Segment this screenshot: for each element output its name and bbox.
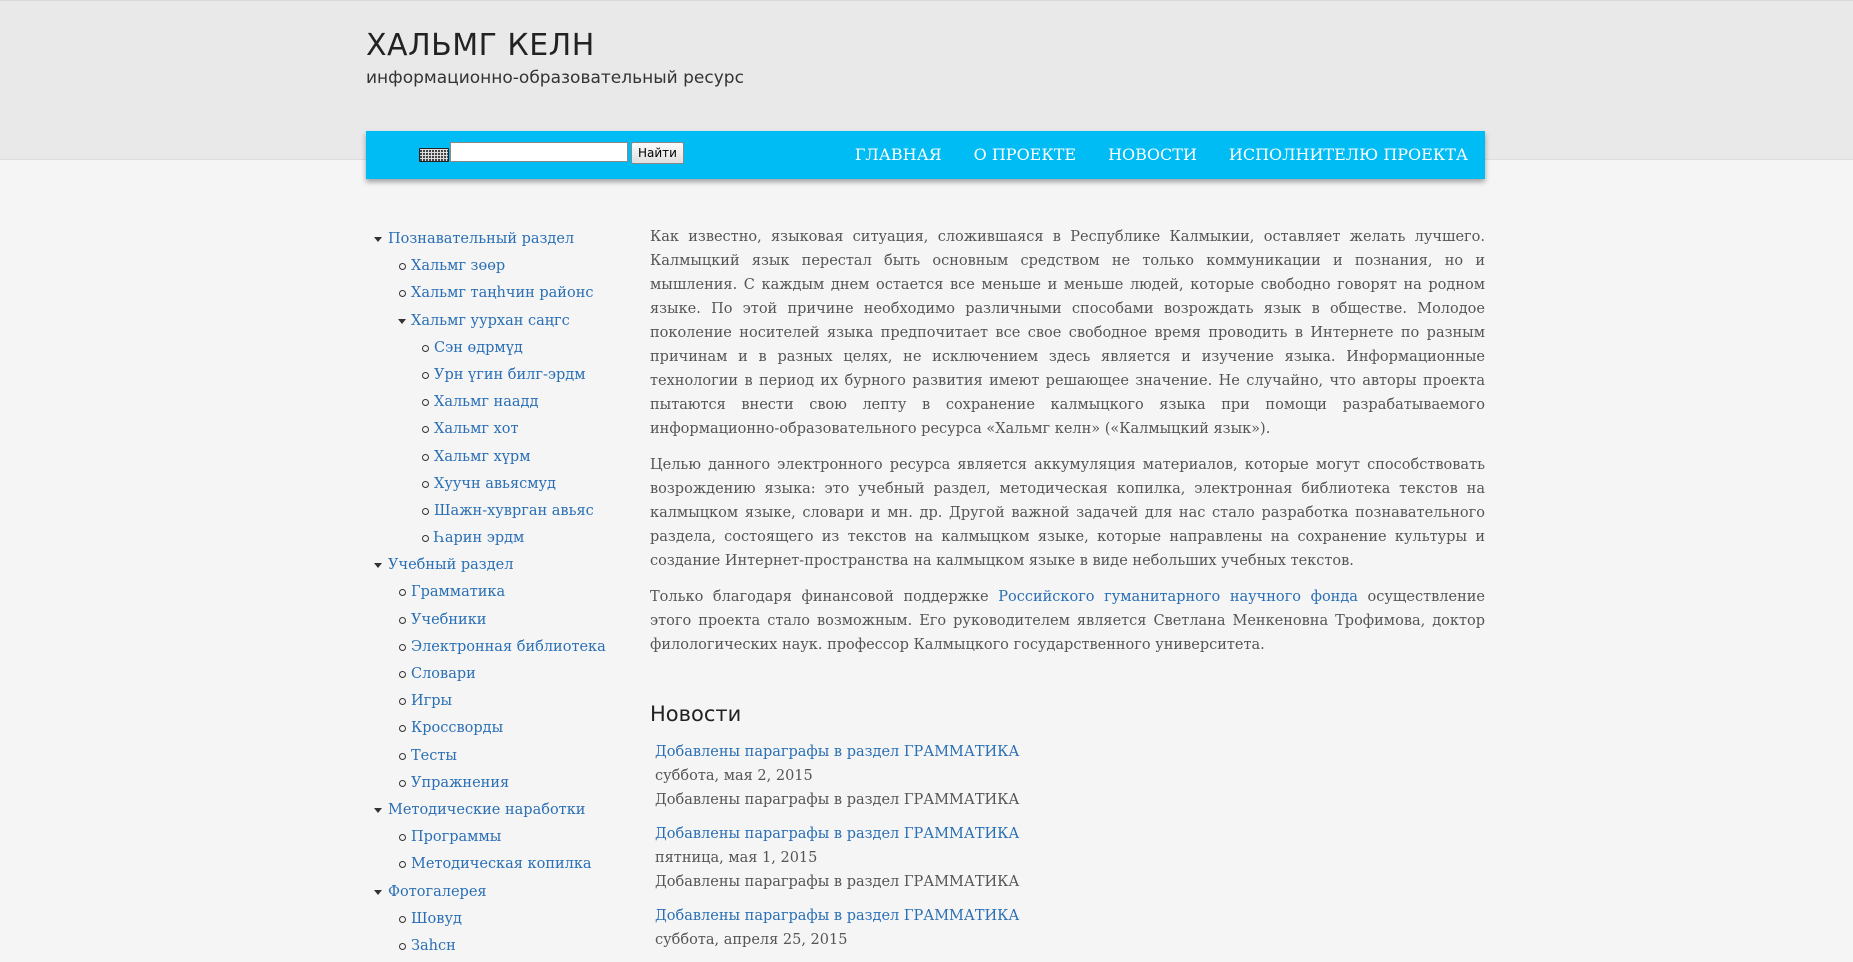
sidebar-item[interactable]	[366, 879, 596, 906]
sidebar-item[interactable]	[366, 661, 596, 688]
nav-item-about[interactable]: О ПРОЕКТЕ	[973, 145, 1077, 164]
sidebar-item[interactable]	[366, 498, 596, 525]
bullet-icon	[422, 372, 429, 379]
expand-triangle-icon[interactable]	[374, 890, 382, 895]
news-item-date: суббота, апреля 25, 2015	[655, 932, 848, 948]
sidebar-item-link[interactable]: Словари	[411, 666, 476, 682]
site-title[interactable]: ХАЛЬМГ КЕЛН	[366, 28, 595, 63]
bullet-icon	[422, 454, 429, 461]
nav-item-contributors[interactable]: ИСПОЛНИТЕЛЮ ПРОЕКТА	[1228, 145, 1468, 164]
sidebar-item[interactable]	[366, 579, 596, 606]
news-list	[655, 740, 1255, 962]
sidebar-item-link[interactable]: Грамматика	[411, 584, 506, 601]
news-item-title[interactable]: Добавлены параграфы в раздел ГРАММАТИКА	[655, 826, 1020, 842]
sidebar-item-link[interactable]: Учебники	[411, 611, 487, 628]
sidebar-item-link[interactable]: Программы	[411, 829, 502, 846]
sidebar-item[interactable]	[366, 933, 596, 960]
news-item	[655, 822, 1255, 894]
sidebar-item-link[interactable]: Һарин эрдм	[434, 530, 525, 547]
bullet-icon	[399, 753, 406, 760]
sidebar-item[interactable]	[366, 552, 596, 579]
keyboard-icon[interactable]	[419, 148, 449, 162]
bullet-icon	[399, 290, 406, 297]
news-item-title[interactable]: Добавлены параграфы в раздел ГРАММАТИКА	[655, 908, 1020, 924]
news-item-date: пятница, мая 1, 2015	[655, 850, 818, 866]
news-item	[655, 904, 1255, 952]
sidebar-item-link[interactable]: Познавательный раздел	[388, 231, 575, 247]
news-item	[655, 740, 1255, 812]
sidebar-item[interactable]	[366, 906, 596, 933]
news-item-summary: Добавлены параграфы в раздел ГРАММАТИКА	[655, 792, 1020, 808]
bullet-icon	[399, 725, 406, 732]
sidebar-item[interactable]	[366, 824, 596, 851]
bullet-icon	[399, 698, 406, 705]
sidebar-item[interactable]	[366, 607, 596, 634]
bullet-icon	[399, 644, 406, 651]
expand-triangle-icon[interactable]	[374, 563, 382, 568]
bullet-icon	[399, 671, 406, 678]
sidebar-item-link[interactable]: Хальмг зөөр	[411, 258, 506, 275]
search-input[interactable]	[450, 142, 628, 162]
sidebar-item-link[interactable]: Хальмг наадд	[434, 394, 539, 411]
bullet-icon	[399, 780, 406, 787]
sidebar-item[interactable]	[366, 280, 596, 307]
bullet-icon	[399, 589, 406, 596]
sidebar-item-link[interactable]: Упражнения	[411, 774, 510, 791]
sidebar-item-link[interactable]: Фотогалерея	[388, 883, 487, 900]
sidebar-item-link[interactable]: Хуучн авьясмуд	[434, 475, 556, 492]
sidebar-item-link[interactable]: Сэн өдрмүд	[434, 339, 523, 356]
sidebar-item[interactable]	[366, 797, 596, 824]
sidebar-item-link[interactable]: Заһсн	[411, 937, 456, 954]
bullet-icon	[399, 916, 406, 923]
bullet-icon	[422, 345, 429, 352]
sidebar-item[interactable]	[366, 308, 596, 335]
bullet-icon	[399, 263, 406, 270]
nav-item-news[interactable]: НОВОСТИ	[1108, 145, 1197, 164]
intro-paragraph-3	[650, 585, 1485, 657]
sidebar-item-link[interactable]: Шовуд	[411, 910, 462, 927]
news-item-date: суббота, мая 2, 2015	[655, 768, 813, 784]
site-slogan: информационно-образовательный ресурс	[366, 68, 744, 88]
sidebar-item[interactable]	[366, 226, 596, 253]
sidebar-item-link[interactable]: Хальмг уурхан саңгс	[411, 312, 570, 329]
sidebar-item-link[interactable]: Учебный раздел	[388, 557, 514, 574]
intro-text-before-link: Только благодаря финансовой поддержке	[650, 589, 999, 605]
sidebar-item[interactable]	[366, 770, 596, 797]
sidebar-item-link[interactable]: Кроссворды	[411, 720, 504, 737]
sidebar-item-link[interactable]: Игры	[411, 693, 453, 710]
bullet-icon	[399, 943, 406, 950]
expand-triangle-icon[interactable]	[374, 808, 382, 813]
sidebar-item[interactable]	[366, 253, 596, 280]
sidebar-item[interactable]	[366, 715, 596, 742]
news-item-summary: Добавлены параграфы в раздел ГРАММАТИКА	[655, 874, 1020, 890]
sidebar-item[interactable]	[366, 743, 596, 770]
bullet-icon	[422, 508, 429, 515]
bullet-icon	[399, 834, 406, 841]
sidebar-item[interactable]	[366, 634, 606, 661]
expand-triangle-icon[interactable]	[398, 319, 406, 324]
sidebar-item-link[interactable]: Хальмг таңһчин районс	[411, 285, 594, 302]
intro-text-after-link: осуществление этого проекта стало возможным. Его руководителем является Светлана Менкеновна Трофимова, доктор филологических наук. профессор Калмыцкого государственного университета.	[650, 589, 1486, 653]
sidebar-item[interactable]	[366, 444, 596, 471]
sidebar-menu	[366, 226, 606, 960]
main-navbar	[366, 131, 1485, 179]
rgnf-link[interactable]: Российского гуманитарного научного фонда	[998, 589, 1358, 605]
sidebar-item[interactable]	[366, 851, 596, 878]
intro-paragraph-1: Как известно, языковая ситуация, сложившаяся в Республике Калмыкии, оставляет желать лучшего. Калмыцкий язык перестал быть основным средством не только коммуникации и познания, но и мышления. С каждым днем остается все меньше и меньше людей, которые свободно говорят на родном языке. По этой причине необходимо различными способами возрождать язык в обществе. Молодое поколение носителей языка предпочитает все свое свободное время проводить в Интернете по разным причинам и в разных целях, не исключением здесь является и изучение языка. Информационные технологии в период их бурного развития имеют решающее значение. Не случайно, что авторы проекта пытаются внести свою лепту в сохранение калмыцкого языка при помощи разрабатываемого информационно-образовательного ресурса «Хальмг келн» («Калмыцкий язык»).	[650, 229, 1485, 437]
news-item-title[interactable]: Добавлены параграфы в раздел ГРАММАТИКА	[655, 744, 1020, 760]
sidebar-item[interactable]	[366, 471, 596, 498]
sidebar-item-link[interactable]: Хальмг хот	[434, 421, 519, 438]
bullet-icon	[422, 481, 429, 488]
bullet-icon	[422, 535, 429, 542]
sidebar-item-link[interactable]: Электронная библиотека	[411, 638, 606, 655]
news-heading: Новости	[650, 702, 742, 726]
sidebar-item[interactable]	[366, 416, 596, 443]
nav-menu	[855, 145, 1468, 164]
bullet-icon	[399, 617, 406, 624]
sidebar-item[interactable]	[366, 335, 596, 362]
bullet-icon	[399, 861, 406, 868]
bullet-icon	[422, 426, 429, 433]
search-button[interactable]: Найти	[631, 142, 684, 164]
sidebar-item-link[interactable]: Урн үгин билг-эрдм	[434, 366, 586, 383]
bullet-icon	[422, 399, 429, 406]
sidebar-item-link[interactable]: Методическая копилка	[411, 856, 592, 873]
sidebar-item-link[interactable]: Шажн-хуврган авьяс	[434, 502, 594, 519]
sidebar-item[interactable]	[366, 688, 596, 715]
nav-item-home[interactable]: ГЛАВНАЯ	[854, 145, 942, 164]
sidebar-item[interactable]	[366, 525, 596, 552]
sidebar-item-link[interactable]: Хальмг хүрм	[434, 448, 531, 465]
sidebar-item-link[interactable]: Тесты	[411, 747, 457, 764]
sidebar-item[interactable]	[366, 389, 596, 416]
main-content	[650, 225, 1485, 669]
sidebar-item-link[interactable]: Методические наработки	[388, 801, 586, 818]
intro-paragraph-2: Целью данного электронного ресурса является аккумуляция материалов, которые могут способствовать возрождению языка: это учебный раздел, методическая копилка, электронная библиотека текстов на калмыцком языке, словари и мн. др. Другой важной задачей для нас стало разработка познавательного раздела, состоящего из текстов на калмыцком языке, которые направлены на сохранение культуры и создание Интернет-пространства на калмыцком языке в виде небольших учебных текстов.	[650, 457, 1485, 569]
expand-triangle-icon[interactable]	[374, 237, 382, 242]
sidebar-list	[366, 226, 606, 960]
sidebar-item[interactable]	[366, 362, 596, 389]
